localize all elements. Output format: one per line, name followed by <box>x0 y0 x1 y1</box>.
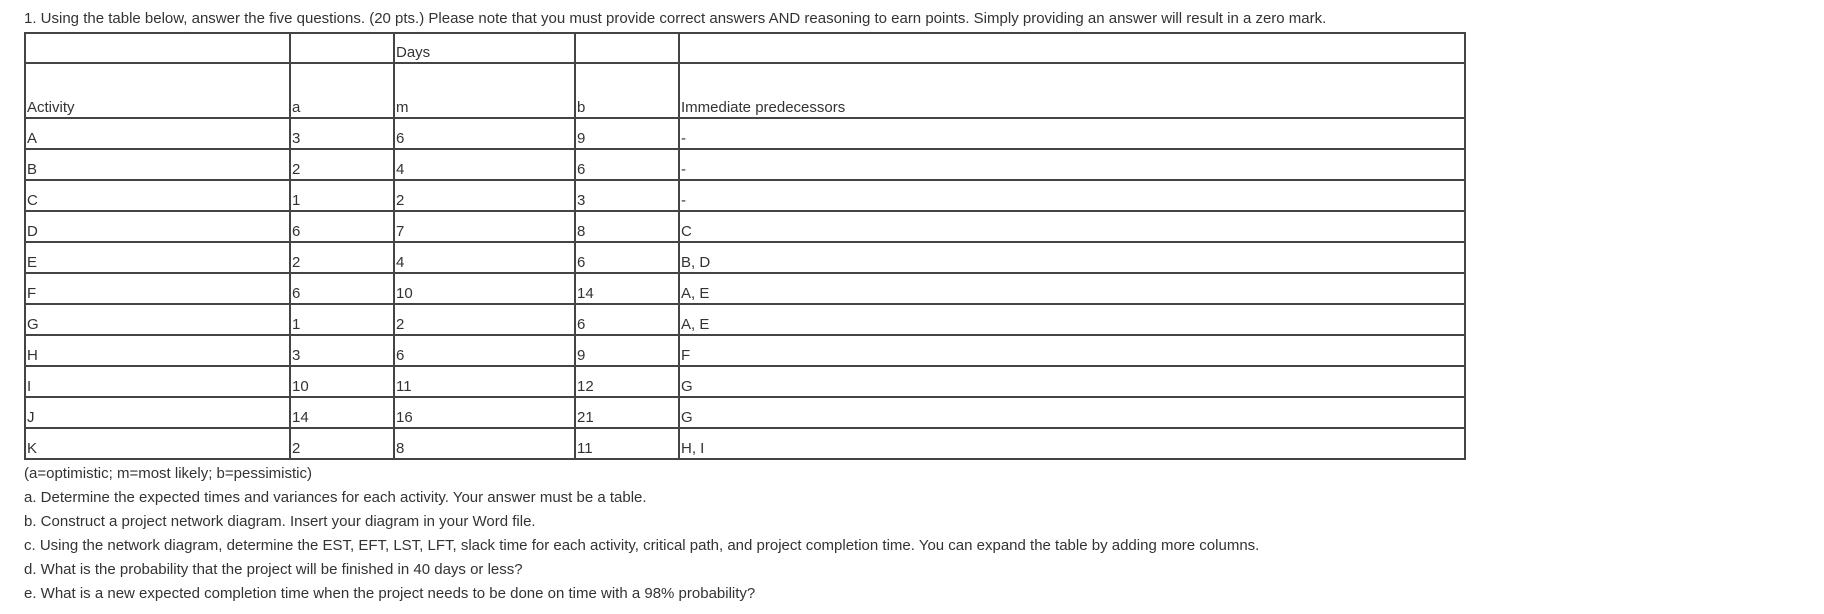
table-cell: 9 <box>575 335 679 366</box>
table-cell: G <box>679 366 1465 397</box>
table-cell: 3 <box>290 335 394 366</box>
table-cell: 2 <box>290 149 394 180</box>
table-cell: A <box>25 118 290 149</box>
question-intro: 1. Using the table below, answer the five questions. (20 pts.) Please note that you must provide correct answers AND reasoning to earn points. Simply providing an answer will result in a zero mark. <box>24 10 1327 27</box>
header-b: b <box>575 63 679 118</box>
table-cell: 6 <box>290 211 394 242</box>
table-cell: J <box>25 397 290 428</box>
question-b: b. Construct a project network diagram. Insert your diagram in your Word file. <box>24 513 536 530</box>
table-cell: 9 <box>575 118 679 149</box>
table-cell <box>679 33 1465 63</box>
table-header-row <box>25 63 1465 118</box>
table-cell: 4 <box>394 149 575 180</box>
activity-table <box>24 32 1466 460</box>
table-row <box>25 180 1465 211</box>
table-cell: 6 <box>575 304 679 335</box>
table-row <box>25 211 1465 242</box>
table-row <box>25 428 1465 459</box>
activity-table-body <box>25 33 1465 459</box>
table-cell: 2 <box>290 242 394 273</box>
table-cell: B, D <box>679 242 1465 273</box>
table-cell: 3 <box>290 118 394 149</box>
table-cell: 8 <box>394 428 575 459</box>
table-cell: 21 <box>575 397 679 428</box>
table-cell: - <box>679 180 1465 211</box>
table-row <box>25 242 1465 273</box>
questions-block <box>24 462 1259 606</box>
table-cell: 1 <box>290 304 394 335</box>
table-cell: I <box>25 366 290 397</box>
table-cell: 2 <box>394 180 575 211</box>
table-cell: 10 <box>290 366 394 397</box>
table-cell: 7 <box>394 211 575 242</box>
table-row <box>25 335 1465 366</box>
days-header: Days <box>394 33 575 63</box>
table-cell: 4 <box>394 242 575 273</box>
table-cell: - <box>679 149 1465 180</box>
table-cell: 14 <box>290 397 394 428</box>
table-cell <box>25 33 290 63</box>
question-c: c. Using the network diagram, determine the EST, EFT, LST, LFT, slack time for each activity, critical path, and project completion time. You can expand the table by adding more columns. <box>24 537 1260 554</box>
table-cell: K <box>25 428 290 459</box>
table-cell: 6 <box>394 118 575 149</box>
table-cell: 3 <box>575 180 679 211</box>
question-e: e. What is a new expected completion time when the project needs to be done on time with a 98% probability? <box>24 585 756 602</box>
table-cell: 8 <box>575 211 679 242</box>
table-cell: 2 <box>290 428 394 459</box>
header-activity: Activity <box>25 63 290 118</box>
table-row <box>25 149 1465 180</box>
table-cell: C <box>679 211 1465 242</box>
table-row <box>25 304 1465 335</box>
table-row <box>25 273 1465 304</box>
table-row <box>25 118 1465 149</box>
table-cell <box>290 33 394 63</box>
table-row <box>25 397 1465 428</box>
table-cell: F <box>25 273 290 304</box>
table-cell: 6 <box>575 149 679 180</box>
table-cell: 16 <box>394 397 575 428</box>
table-cell: 12 <box>575 366 679 397</box>
table-cell: 11 <box>394 366 575 397</box>
header-a: a <box>290 63 394 118</box>
table-cell: - <box>679 118 1465 149</box>
table-cell: 10 <box>394 273 575 304</box>
table-cell: 6 <box>394 335 575 366</box>
legend-note: (a=optimistic; m=most likely; b=pessimistic) <box>24 465 312 482</box>
header-m: m <box>394 63 575 118</box>
table-cell: G <box>25 304 290 335</box>
table-cell <box>575 33 679 63</box>
table-cell: H, I <box>679 428 1465 459</box>
table-row <box>25 366 1465 397</box>
table-cell: C <box>25 180 290 211</box>
table-cell: F <box>679 335 1465 366</box>
table-group-header-row <box>25 33 1465 63</box>
question-d: d. What is the probability that the project will be finished in 40 days or less? <box>24 561 523 578</box>
table-cell: 6 <box>290 273 394 304</box>
table-cell: A, E <box>679 273 1465 304</box>
table-cell: 11 <box>575 428 679 459</box>
table-cell: A, E <box>679 304 1465 335</box>
table-cell: G <box>679 397 1465 428</box>
table-cell: D <box>25 211 290 242</box>
table-cell: B <box>25 149 290 180</box>
table-cell: 6 <box>575 242 679 273</box>
table-cell: 14 <box>575 273 679 304</box>
header-predecessors: Immediate predecessors <box>679 63 1465 118</box>
table-cell: 1 <box>290 180 394 211</box>
question-a: a. Determine the expected times and variances for each activity. Your answer must be a table. <box>24 489 647 506</box>
table-cell: 2 <box>394 304 575 335</box>
table-cell: E <box>25 242 290 273</box>
table-cell: H <box>25 335 290 366</box>
